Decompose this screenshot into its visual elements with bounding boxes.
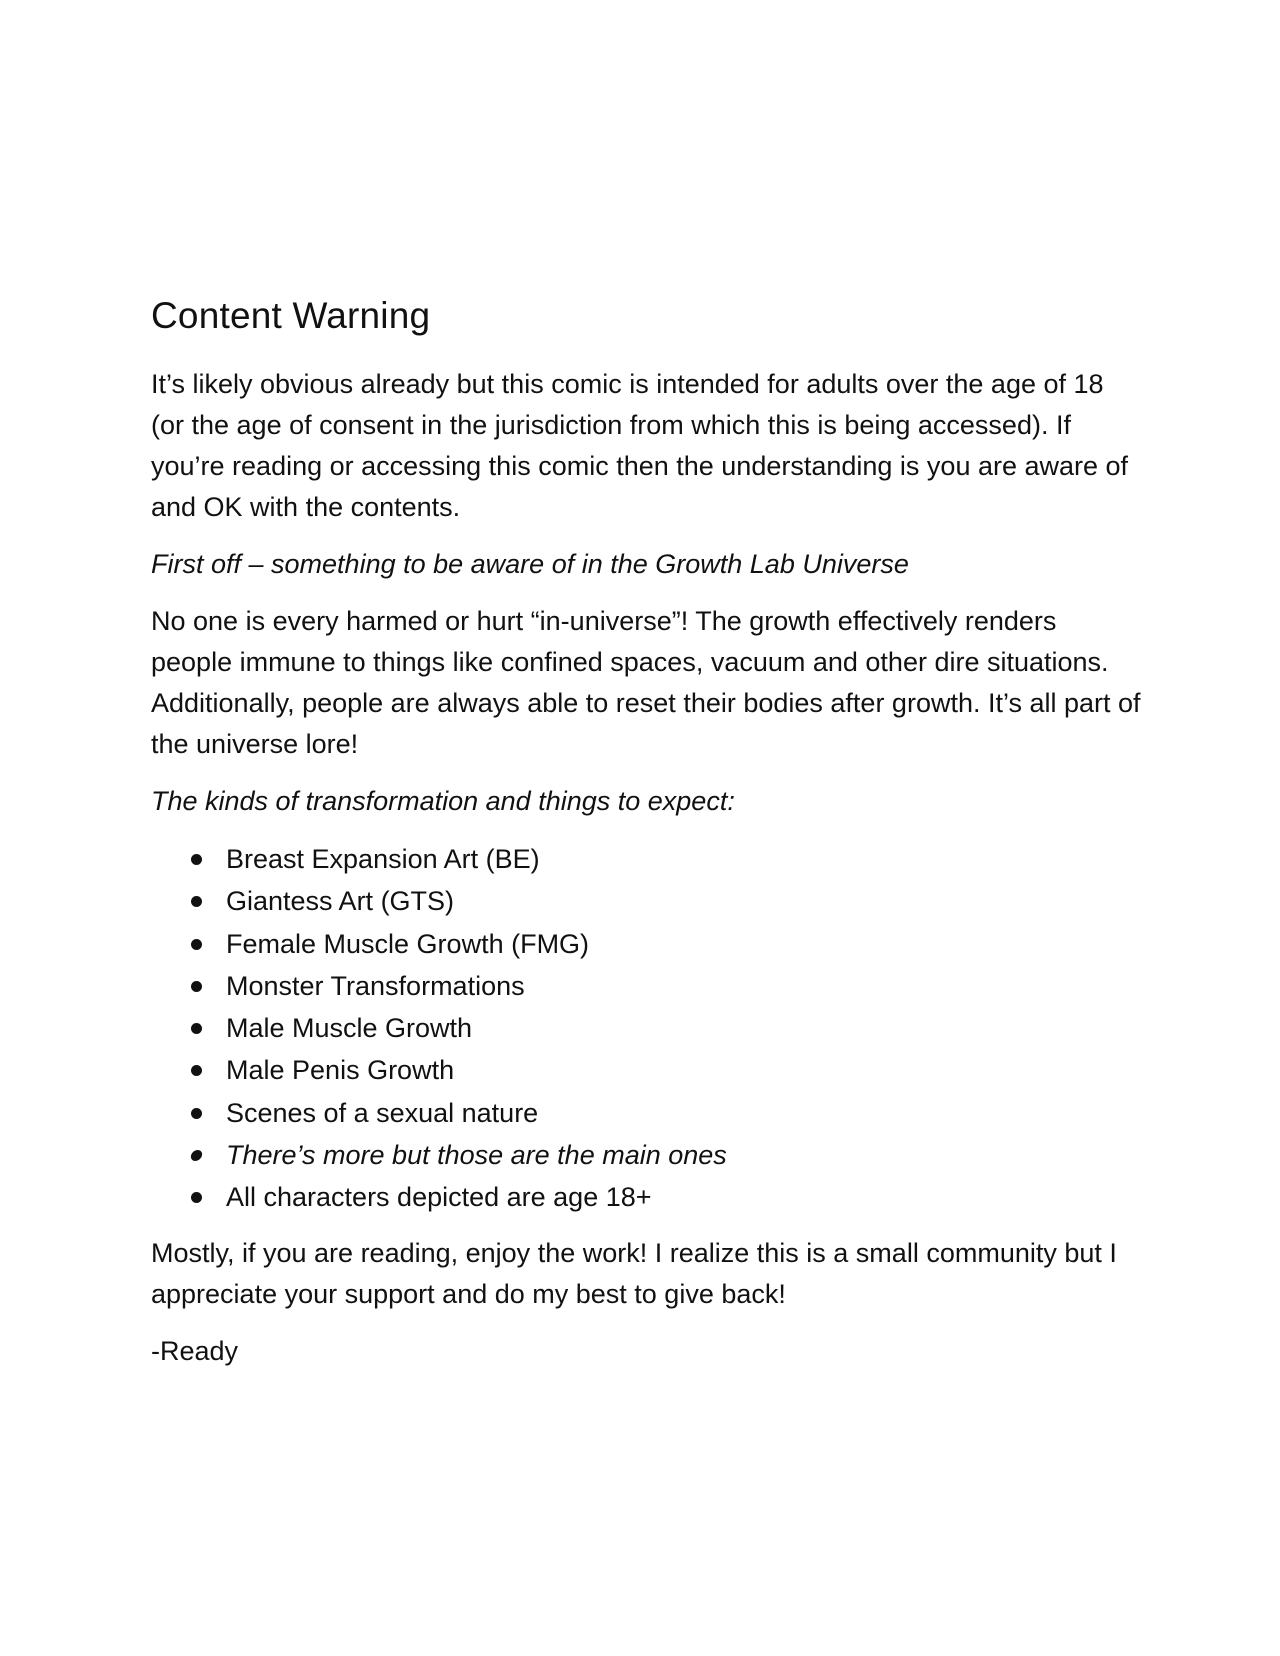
list-item-text: Female Muscle Growth (FMG): [226, 928, 590, 959]
bullet-icon: [191, 981, 202, 992]
intro-paragraph: It’s likely obvious already but this comic is intended for adults over the age of 18 (or the age of consent in the jurisdiction from which this is being accessed). If you’re reading or accessing this comic then the understanding is you are aware of and OK with the contents.: [151, 369, 1129, 522]
list-item: [151, 1134, 1141, 1176]
bullet-icon: [190, 1150, 203, 1161]
content-list: [151, 838, 1141, 1219]
bullet-icon: [191, 896, 202, 907]
list-item: [151, 965, 1141, 1007]
bullet-icon: [191, 854, 202, 865]
list-item-text: Giantess Art (GTS): [226, 886, 455, 917]
list-item: [151, 1176, 1141, 1218]
list-item: [151, 1092, 1141, 1134]
signature: -Ready: [151, 1335, 239, 1366]
bullet-icon: [191, 1023, 202, 1034]
bullet-icon: [191, 939, 202, 950]
list-item-text: Male Muscle Growth: [226, 1013, 473, 1044]
bullet-icon: [191, 1108, 202, 1119]
list-item: [151, 923, 1141, 965]
list-item-text: All characters depicted are age 18+: [226, 1182, 652, 1213]
list-item-text: There’s more but those are the main ones: [226, 1140, 727, 1171]
document-body: [151, 292, 1141, 1372]
list-item: [151, 880, 1141, 922]
subheading-growth-lab: First off – something to be aware of in the Growth Lab Universe: [151, 549, 909, 579]
page-title: Content Warning: [151, 295, 431, 336]
list-item-text: Breast Expansion Art (BE): [226, 844, 540, 874]
list-item-text: Scenes of a sexual nature: [226, 1097, 539, 1128]
list-item: [151, 1049, 1141, 1091]
bullet-icon: [191, 1192, 202, 1203]
subheading-transformations: The kinds of transformation and things to expect:: [151, 786, 735, 816]
list-item-text: Monster Transformations: [226, 970, 525, 1001]
in-universe-paragraph: No one is every harmed or hurt “in-universe”! The growth effectively renders people immune to things like confined spaces, vacuum and other dire situations. Additionally, people are always able to reset their bodies after growth. It’s all part of the universe lore!: [151, 606, 1141, 759]
bullet-icon: [191, 1065, 202, 1076]
list-item: [151, 1007, 1141, 1049]
list-item-text: Male Penis Growth: [226, 1055, 455, 1086]
list-item: [151, 838, 1141, 880]
closing-paragraph: Mostly, if you are reading, enjoy the work! I realize this is a small community but I appreciate your support and do my best to give back!: [151, 1237, 1117, 1309]
